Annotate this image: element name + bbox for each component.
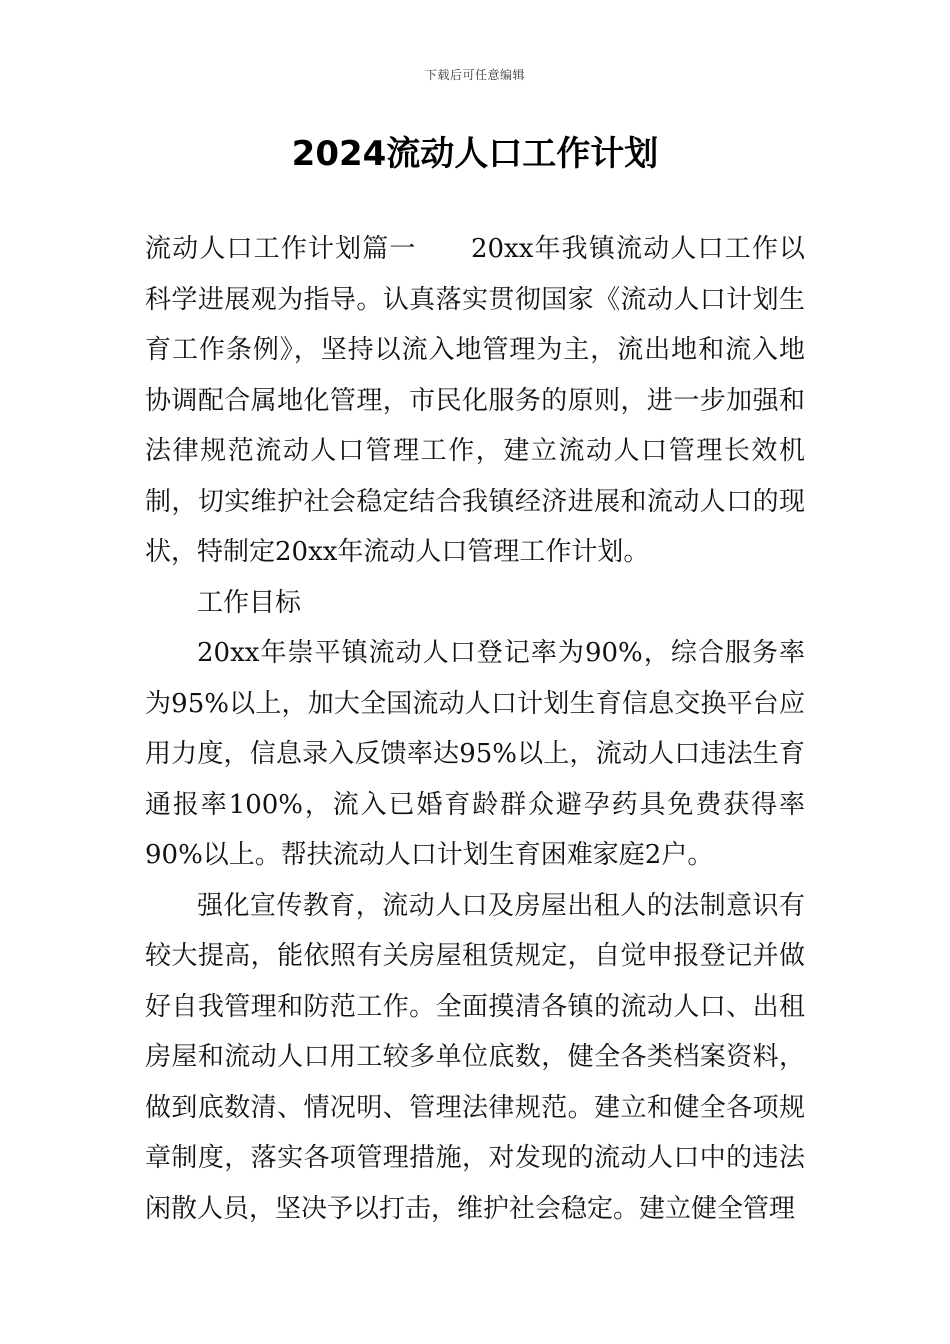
section-heading-goals: 工作目标 [197, 587, 302, 618]
paragraph-goals: 20xx年崇平镇流动人口登记率为90%，综合服务率为95%以上，加大全国流动人口计划生育信息交换平台应用力度，信息录入反馈率达95%以上，流动人口违法生育通报率100%，流入已婚育龄群众避孕药具免费获得率90%以上。帮扶流动人口计划生育困难家庭2户。 [145, 638, 805, 870]
document-title: 2024流动人口工作计划 [291, 134, 659, 174]
paragraph-intro: 流动人口工作计划篇一 20xx年我镇流动人口工作以科学进展观为指导。认真落实贯彻国家《流动人口计划生育工作条例》，坚持以流入地管理为主，流出地和流入地协调配合属地化管理，市民化服务的原则，进一步加强和法律规范流动人口管理工作，建立流动人口管理长效机制，切实维护社会稳定结合我镇经济进展和流动人口的现状，特制定20xx年流动人口管理工作计划。 [145, 234, 805, 567]
paragraph-education: 强化宣传教育，流动人口及房屋出租人的法制意识有较大提高，能依照有关房屋租赁规定，自觉申报登记并做好自我管理和防范工作。全面摸清各镇的流动人口、出租房屋和流动人口用工较多单位底数，健全各类档案资料，做到底数清、情况明、管理法律规范。建立和健全各项规章制度，落实各项管理措施，对发现的流动人口中的违法闲散人员，坚决予以打击，维护社会稳定。建立健全管理 [145, 890, 805, 1224]
header-note: 下载后可任意编辑 [424, 68, 525, 82]
document-body [145, 224, 805, 1234]
